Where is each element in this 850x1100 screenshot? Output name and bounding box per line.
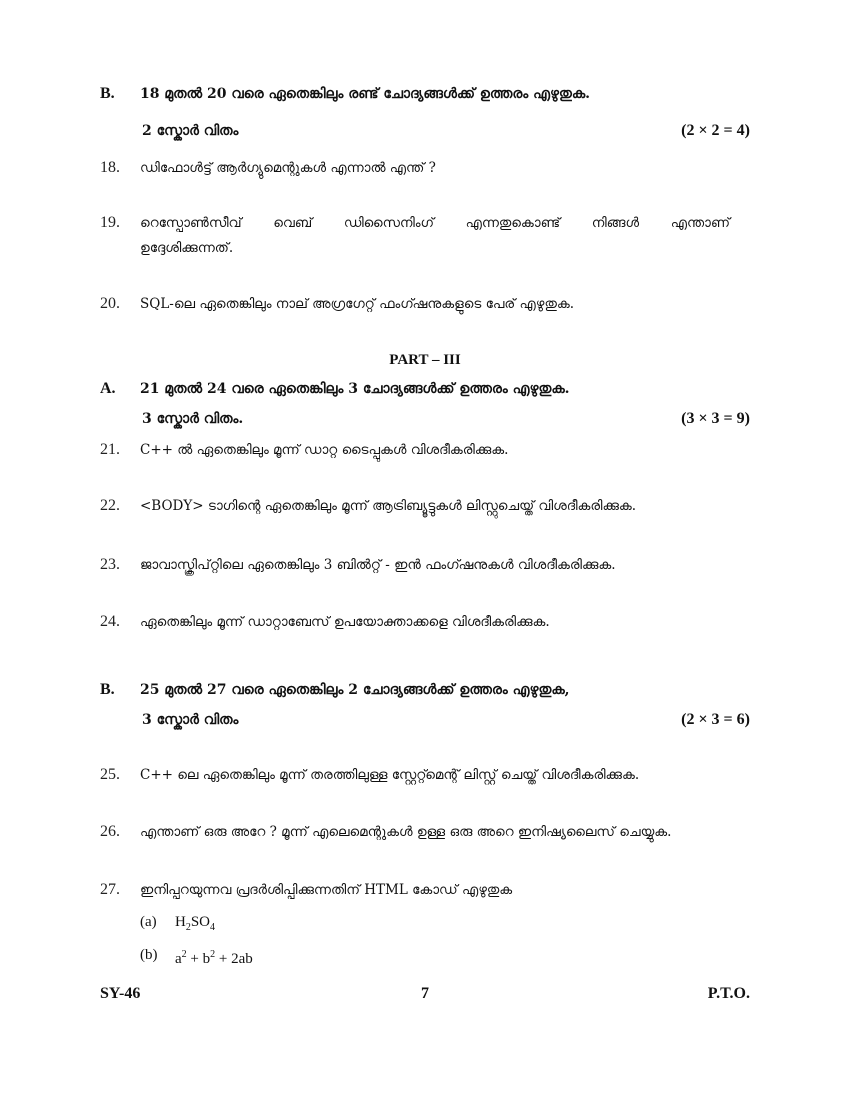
section-instruction: 21 മുതൽ 24 വരെ ഏതെങ്കിലും 3 ചോദ്യങ്ങൾക്ക് ഉത്തരം എഴുതുക. [140,381,570,397]
marks-formula: (2 × 3 = 6) [681,711,750,728]
question-number: 24. [100,613,120,630]
question-number: 23. [100,556,120,573]
question-number: 19. [100,214,120,231]
question-number: 26. [100,823,120,840]
question-text-line1: റെസ്പോൺസീവ് വെബ് ഡിസൈനിംഗ് എന്നതുകൊണ്ട് നിങ്ങൾ എന്താണ് [140,215,730,231]
page-number: 7 [421,985,429,1002]
marks-formula: (3 × 3 = 9) [681,410,750,427]
question-number: 20. [100,295,120,312]
section-letter: A. [100,380,116,397]
sub-label: (b) [140,947,158,963]
pto-label: P.T.O. [707,985,750,1002]
marks-label: 2 സ്കോർ വിതം [142,123,239,139]
sub-label: (a) [140,914,157,930]
question-text-line2: ഉദ്ദേശിക്കുന്നത്. [140,240,234,256]
math-expression: $a^2 + b^2 + 2ab$ [175,949,253,967]
marks-label: 3 സ്കോർ വിതം [142,712,239,728]
question-number: 27. [100,881,120,898]
question-text: ഇനിപ്പറയുന്നവ പ്രദർശിപ്പിക്കുന്നതിന് HTML കോഡ് എഴുതുക [140,882,513,898]
question-text: ഡിഫോൾട്ട് ആർഗ്യുമെന്റുകൾ എന്നാൽ എന്ത് ? [140,160,436,176]
question-number: 21. [100,441,120,458]
question-number: 22. [100,497,120,514]
part-title: PART – III [389,352,461,368]
section-instruction: 18 മുതൽ 20 വരെ ഏതെങ്കിലും രണ്ട് ചോദ്യങ്ങൾക്ക് ഉത്തരം എഴുതുക. [140,86,591,102]
question-text: <BODY> ടാഗിന്റെ ഏതെങ്കിലും മൂന്ന് ആട്രിബ്യൂട്ടുകൾ ലിസ്റ്റുചെയ്ത് വിശദീകരിക്കുക. [140,498,637,514]
question-number: 18. [100,159,120,176]
question-text: ഏതെങ്കിലും മൂന്ന് ഡാറ്റാബേസ് ഉപയോക്താക്കളെ വിശദീകരിക്കുക. [140,614,550,630]
question-text: C++ ലെ ഏതെങ്കിലും മൂന്ന് തരത്തിലുള്ള സ്റ്റേറ്റ്മെന്റ് ലിസ്റ്റ് ചെയ്ത് വിശദീകരിക്കുക. [140,767,640,783]
marks-formula: (2 × 2 = 4) [681,122,750,139]
question-text: SQL-ലെ ഏതെങ്കിലും നാല് അഗ്രഗേറ്റ് ഫംഗ്ഷനുകളുടെ പേര് എഴുതുക. [140,296,575,312]
question-text: ജാവാസ്ക്രിപ്റ്റിലെ ഏതെങ്കിലും 3 ബിൽറ്റ് - ഇൻ ഫംഗ്ഷനുകൾ വിശദീകരിക്കുക. [140,557,616,573]
section-letter: B. [100,681,115,698]
question-text: C++ ൽ ഏതെങ്കിലും മൂന്ന് ഡാറ്റ ടൈപ്പുകൾ വിശദീകരിക്കുക. [140,442,509,458]
section-instruction: 25 മുതൽ 27 വരെ ഏതെങ്കിലും 2 ചോദ്യങ്ങൾക്ക് ഉത്തരം എഴുതുക, [140,682,570,698]
chemical-formula: $H_2SO_4$ [175,914,216,933]
footer-code: SY-46 [100,985,141,1002]
section-letter: B. [100,85,115,102]
marks-label: 3 സ്കോർ വിതം. [142,411,244,427]
question-text: എന്താണ് ഒരു അറേ ? മൂന്ന് എലെമെന്റുകൾ ഉള്ള ഒരു അറെ ഇനിഷ്യലൈസ് ചെയ്യുക. [140,824,672,840]
question-number: 25. [100,766,120,783]
